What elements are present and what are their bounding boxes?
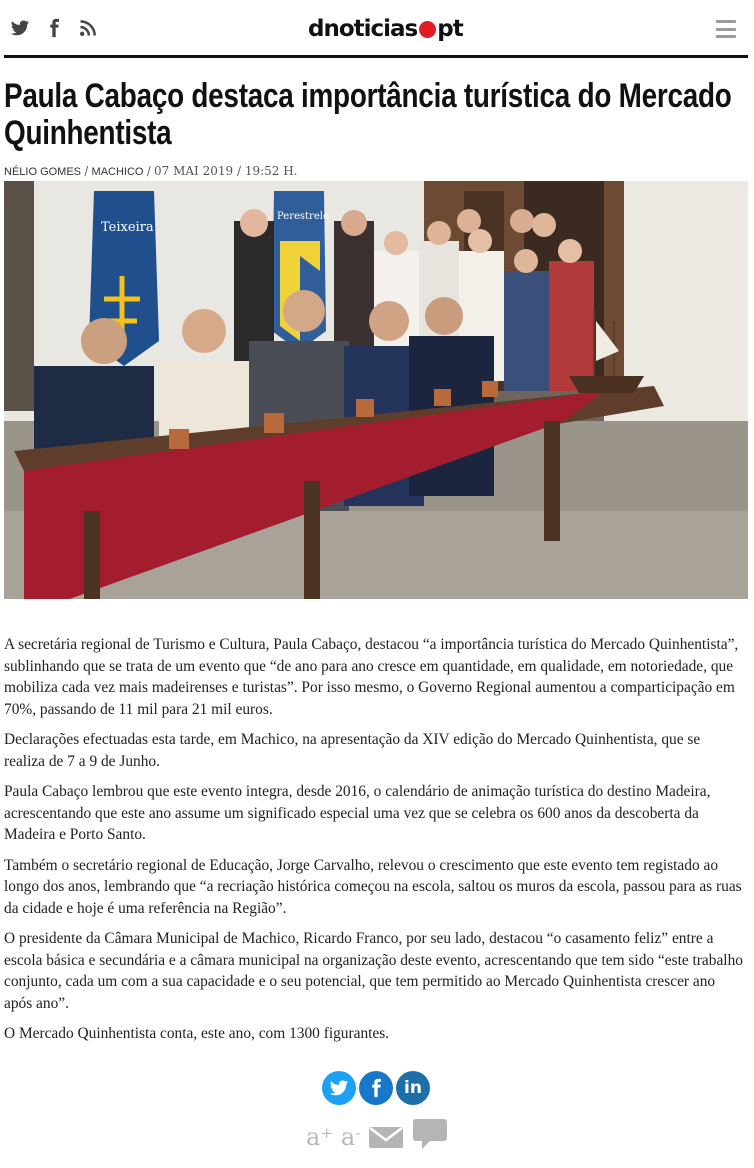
rss-icon[interactable] <box>78 18 98 38</box>
social-links <box>10 18 98 38</box>
article-paragraph: Declarações efectuadas esta tarde, em Machico, na apresentação da XIV edição do Mercado Quinhentista, que se realiza de 7 a 9 de Junho. <box>4 731 701 770</box>
article-meta: NÉLIO GOMES / MACHICO / 07 MAI 2019 / 19:52 H. <box>4 164 298 178</box>
share-buttons <box>322 1071 430 1105</box>
logo-text-right: pt <box>437 16 463 42</box>
article-title: Paula Cabaço destaca importância turística do Mercado Quinhentista <box>4 77 732 152</box>
header-divider <box>4 55 748 58</box>
font-increase-button[interactable]: a+ <box>306 1123 333 1151</box>
article-paragraph: Paula Cabaço lembrou que este evento integra, desde 2016, o calendário de animação turística do destino Madeira, acrescentando que este ano assume um significado especial uma vez que se celebra os 600 anos da descoberta da Madeira e Porto Santo. <box>4 783 711 843</box>
article-section[interactable]: MACHICO <box>91 166 144 178</box>
banner-teixeira-label: Teixeira <box>101 220 154 235</box>
article-paragraph: O presidente da Câmara Municipal de Machico, Ricardo Franco, por seu lado, destacou “o casamento feliz” entre a escola básica e secundária e a câmara municipal na organização deste evento, acrescentando que tem sido “este trabalho conjunto, cada um com a sua capacidade e o seu potencial, que tem permitido ao Mercado Quinhentista crescer ano após ano”. <box>4 930 743 1012</box>
share-linkedin-button[interactable] <box>396 1071 430 1105</box>
banner-perestrelo-label: Perestrelo <box>277 211 329 222</box>
logo-red-dot <box>419 21 436 38</box>
article-date: 07 MAI 2019 / 19:52 H. <box>154 164 298 178</box>
article-paragraph: Também o secretário regional de Educação, Jorge Carvalho, relevou o crescimento que este evento tem registado ao longo dos anos, lembrando que “a recriação histórica começou na escola, saltou os muros da escola, passou para as ruas da cidade e hoje é uma referência na Região”. <box>4 856 742 917</box>
share-twitter-button[interactable] <box>322 1071 356 1105</box>
site-header <box>0 0 754 58</box>
article-paragraph: O Mercado Quinhentista conta, este ano, com 1300 figurantes. <box>4 1025 390 1042</box>
menu-icon[interactable] <box>716 20 736 38</box>
article-author[interactable]: NÉLIO GOMES <box>4 166 82 178</box>
article-paragraph: A secretária regional de Turismo e Cultura, Paula Cabaço, destacou “a importância turística do Mercado Quinhentista”, sublinhando que se trata de um evento que “de ano para ano cresce em quantidade, em qualidade, em notoriedade, que mobiliza cada vez mais madeirenses e turistas”. Por isso mesmo, o Governo Regional aumentou a comparticipação em 70%, passando de 11 mil para 21 mil euros. <box>4 636 739 718</box>
comment-icon[interactable] <box>412 1118 448 1150</box>
linkedin-icon: in <box>404 1078 422 1098</box>
email-icon[interactable] <box>368 1124 404 1150</box>
facebook-icon[interactable] <box>44 18 64 38</box>
photo-illustration <box>4 181 748 599</box>
site-logo[interactable] <box>308 14 463 44</box>
twitter-icon <box>329 1078 349 1098</box>
share-facebook-button[interactable] <box>359 1071 393 1105</box>
article-tools <box>306 1118 448 1150</box>
logo-text-left: dnoticias <box>308 16 418 42</box>
twitter-icon[interactable] <box>10 18 30 38</box>
article-body <box>4 634 744 1054</box>
font-decrease-button[interactable]: a- <box>340 1123 361 1151</box>
facebook-icon <box>366 1078 386 1098</box>
article-photo <box>4 181 748 599</box>
